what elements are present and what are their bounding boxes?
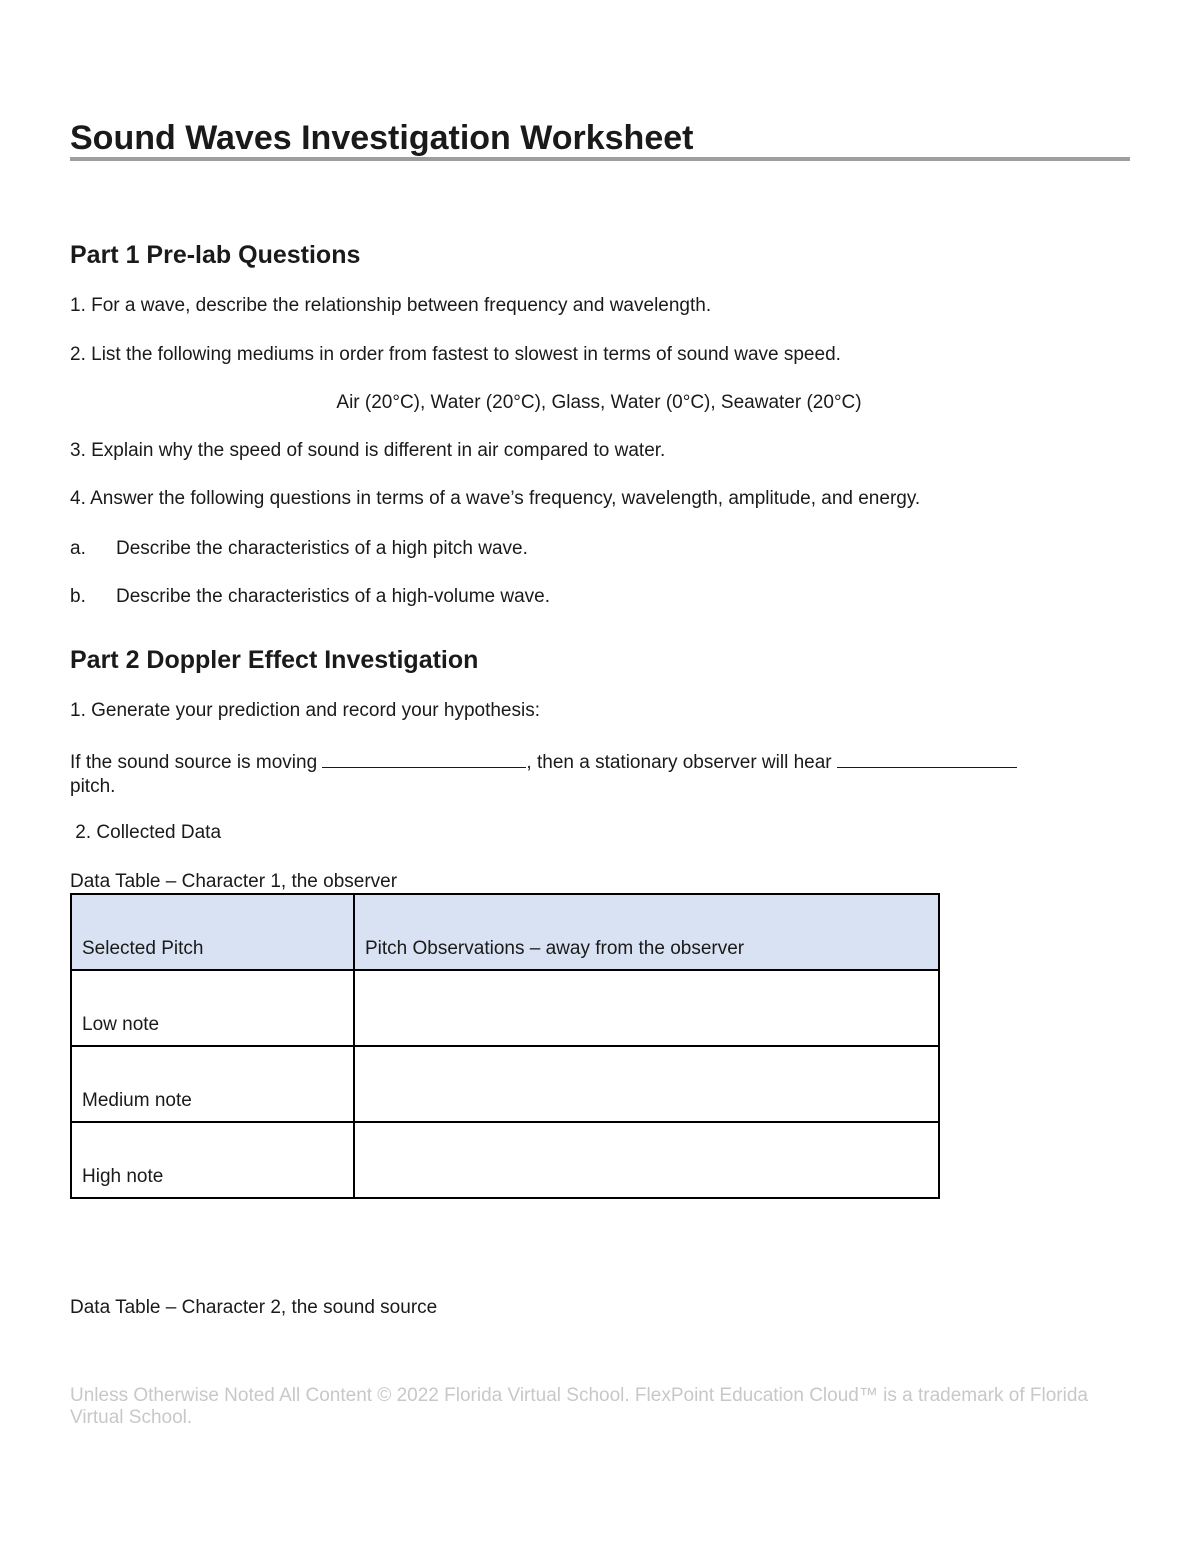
observer-data-table — [70, 893, 940, 1199]
part1-question-4a — [70, 537, 528, 561]
observation-cell-high[interactable] — [354, 1122, 939, 1198]
part2-question-2: 2. Collected Data — [70, 822, 222, 843]
row-label-low-note: Low note — [71, 970, 354, 1046]
table-row — [71, 1122, 939, 1198]
hypothesis-start: If the sound source is moving — [70, 752, 323, 773]
part1-heading: Part 1 Pre-lab Questions — [70, 241, 361, 269]
list-marker-b: b. — [70, 586, 86, 607]
hypothesis-mid: , then a stationary observer will hear — [526, 752, 837, 773]
part2-heading: Part 2 Doppler Effect Investigation — [70, 646, 479, 674]
page-title: Sound Waves Investigation Worksheet — [70, 119, 694, 157]
question-4b-text: Describe the characteristics of a high-volume wave. — [116, 586, 551, 607]
table2-caption: Data Table – Character 2, the sound source — [70, 1297, 438, 1318]
part1-question-4: 4. Answer the following questions in terms of a wave’s frequency, wavelength, amplitude, and energy. — [70, 488, 921, 509]
observation-cell-low[interactable] — [354, 970, 939, 1046]
table-row — [71, 1046, 939, 1122]
part1-question-1: 1. For a wave, describe the relationship between frequency and wavelength. — [70, 295, 712, 316]
row-label-high-note: High note — [71, 1122, 354, 1198]
header-pitch-observations: Pitch Observations – away from the observer — [354, 894, 939, 970]
row-label-medium-note: Medium note — [71, 1046, 354, 1122]
hypothesis-end: pitch. — [70, 776, 116, 797]
list-marker-a: a. — [70, 538, 86, 559]
part1-question-2: 2. List the following mediums in order from fastest to slowest in terms of sound wave speed. — [70, 344, 841, 365]
part1-question-4b — [70, 585, 550, 609]
question-4a-text: Describe the characteristics of a high pitch wave. — [116, 538, 528, 559]
table-header-row — [71, 894, 939, 970]
hypothesis-blank-direction[interactable] — [322, 749, 526, 768]
hypothesis-sentence — [70, 749, 1110, 799]
title-underline — [70, 157, 1130, 161]
part1-question-3: 3. Explain why the speed of sound is different in air compared to water. — [70, 440, 666, 461]
table1-caption: Data Table – Character 1, the observer — [70, 871, 398, 892]
observation-cell-medium[interactable] — [354, 1046, 939, 1122]
header-selected-pitch: Selected Pitch — [71, 894, 354, 970]
part2-question-1: 1. Generate your prediction and record your hypothesis: — [70, 700, 540, 721]
copyright-footer: Unless Otherwise Noted All Content © 2022 Florida Virtual School. FlexPoint Education Cloud™ is a trademark of Florida Virtual School. — [70, 1385, 1088, 1428]
table-row — [71, 970, 939, 1046]
mediums-list: Air (20°C), Water (20°C), Glass, Water (0°C), Seawater (20°C) — [336, 392, 862, 413]
hypothesis-blank-pitch[interactable] — [837, 749, 1017, 768]
